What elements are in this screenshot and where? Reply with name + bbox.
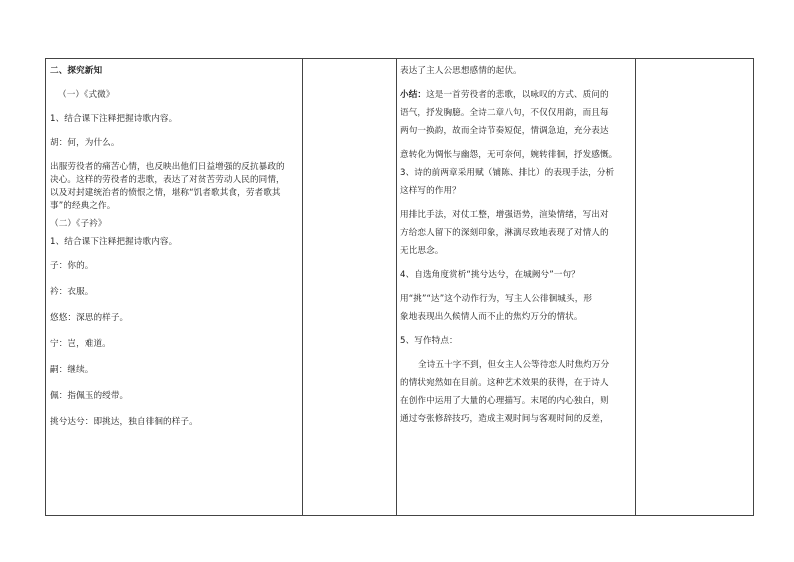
annotation-ning: 宁：岂，难道。 xyxy=(50,339,111,349)
answer-5: 通过夸张修辞技巧，造成主观时间与客观时间的反差， xyxy=(400,414,609,424)
annotation-jin: 衿：衣服。 xyxy=(50,287,94,297)
annotation-pei: 佩：指佩玉的绶带。 xyxy=(50,391,129,401)
question-3: 3、诗的前两章采用赋（铺陈、排比）的表现手法，分析 xyxy=(400,168,615,178)
summary-line: 两句一换韵，故而全诗节奏短促，情调急迫，充分表达 xyxy=(400,126,609,136)
annotation-youyou: 悠悠：深思的样子。 xyxy=(50,313,129,323)
section-heading: 二、探究新知 xyxy=(50,66,103,76)
paragraph-line: 以及对封建统治者的愤恨之情，堪称“饥者歌其食，劳者歌其 xyxy=(50,188,281,198)
poem-title-zijin: （二）《子衿》 xyxy=(50,219,107,229)
answer-3: 无比思念。 xyxy=(400,246,444,256)
annotation-si: 嗣：继续。 xyxy=(50,365,94,375)
continued-text: 表达了主人公思想感情的起伏。 xyxy=(400,66,522,76)
summary-text: 这是一首劳役者的悲歌，以咏叹的方式、质问的 xyxy=(426,90,609,100)
column-divider xyxy=(635,59,636,515)
answer-5: 在创作中运用了大量的心理描写。末尾的内心独白，则 xyxy=(400,396,609,406)
paragraph-line: 决心。这样的劳役者的悲歌，表达了对贫苦劳动人民的同情， xyxy=(50,175,285,185)
summary-line: 语气，抒发胸臆。全诗二章八句，不仅仅用韵，而且每 xyxy=(400,108,609,118)
answer-3: 方给恋人留下的深刻印象，淋漓尽致地表现了对情人的 xyxy=(400,228,609,238)
column-divider xyxy=(302,59,303,515)
answer-5: 的情状宛然如在目前。这种艺术效果的获得，在于诗人 xyxy=(400,378,609,388)
paragraph-line: 出服劳役者的痛苦心情，也反映出他们日益增强的反抗暴政的 xyxy=(50,162,285,172)
answer-4: 象地表现出久候情人而不止的焦灼万分的情状。 xyxy=(400,312,583,322)
right-content-cell xyxy=(400,59,634,515)
summary-line xyxy=(400,89,634,102)
poem-title-shiwei: （一）《式微》 xyxy=(58,90,115,100)
annotation-zi: 子：你的。 xyxy=(50,261,94,271)
answer-4: 用“挑”“达”这个动作行为，写主人公徘徊城头，形 xyxy=(400,294,593,304)
question-3: 这样写的作用？ xyxy=(400,186,461,196)
paragraph-line: 事”的经典之作。 xyxy=(50,201,116,211)
column-divider xyxy=(396,59,397,515)
lesson-table xyxy=(45,58,754,516)
annotation-tiaoda: 挑兮达兮：即挑达，独自徘徊的样子。 xyxy=(50,417,198,427)
summary-line: 意转化为惆怅与幽怨，无可奈何，婉转徘徊，抒发感慨。 xyxy=(400,150,618,160)
task-text: 1、结合课下注释把握诗歌内容。 xyxy=(50,237,178,247)
question-4: 4、自选角度赏析“挑兮达兮，在城阙兮”一句？ xyxy=(400,270,580,280)
annotation-hu: 胡：何，为什么。 xyxy=(50,138,120,148)
answer-5: 全诗五十字不到，但女主人公等待恋人时焦灼万分 xyxy=(418,360,610,370)
summary-label: 小结： xyxy=(400,90,427,100)
left-content-cell xyxy=(50,59,300,515)
task-text: 1、结合课下注释把握诗歌内容。 xyxy=(50,114,178,124)
answer-3: 用排比手法，对仗工整，增强语势，渲染情绪，写出对 xyxy=(400,210,609,220)
question-5: 5、写作特点： xyxy=(400,336,458,346)
